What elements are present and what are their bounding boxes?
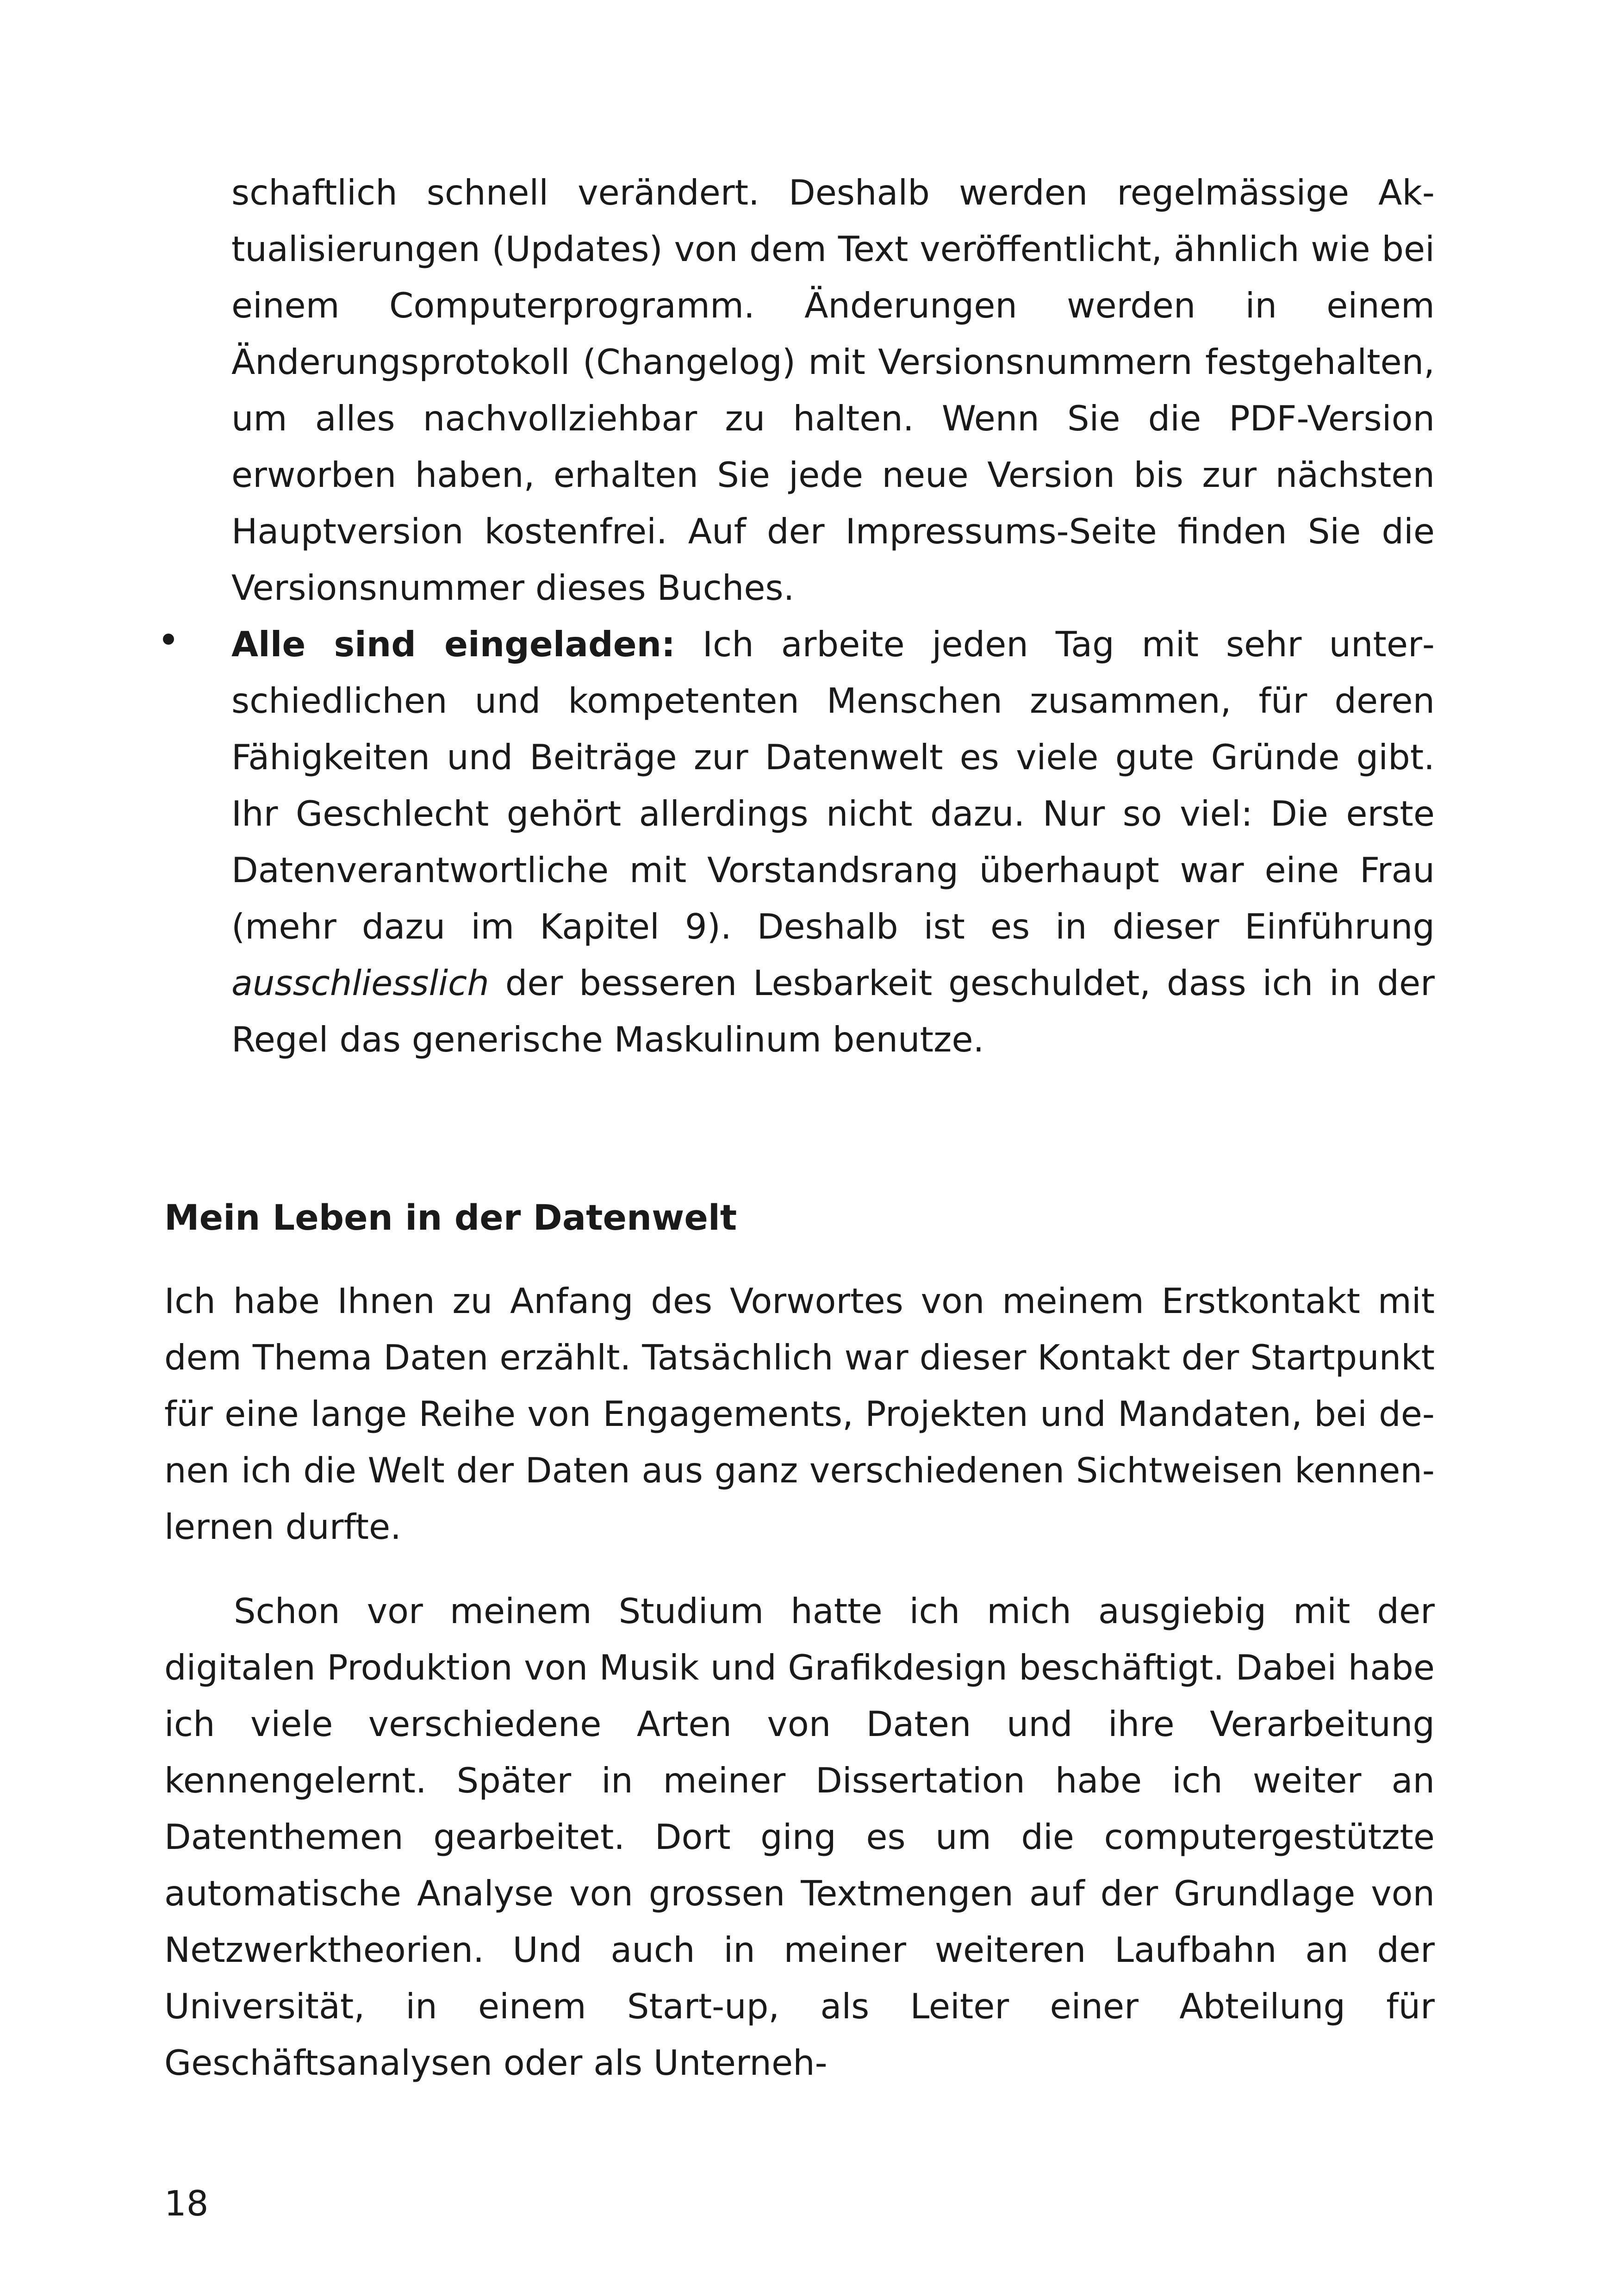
list-item-text: schaftlich schnell verändert. Deshalb werden regelmässige Aktualisierungen (Updates) von dem Text veröffentlicht, ähnlich wie bei einem Computerprogramm. Änderungen werden in einem Änderungsprotokoll (Changelog) mit Versionsnummern festgehalten, um alles nachvollziehbar zu halten. Wenn Sie die PDF-Version erworben haben, erhalten Sie jede neue Version bis zur nächsten Hauptversion kostenfrei. Auf der Impressums-Seite finden Sie die Versionsnummer dieses Buches. [231,172,1435,608]
list-item [231,616,1435,1068]
section-body [164,1273,1435,2091]
body-paragraph: Ich habe Ihnen zu Anfang des Vorwortes von meinem Erstkontakt mit dem Thema Daten erzählt. Tatsächlich war dieser Kontakt der Startpunkt für eine lange Reihe von Engagements, Projekten und Mandaten, bei denen ich die Welt der Daten aus ganz verschiedenen Sichtweisen kennenlernen durfte. [164,1281,1435,1547]
list-item-text [231,616,1435,1068]
list-item-text-part: der besseren Lesbarkeit geschuldet, dass ich in der Regel das generische Maskulinum benutze. [231,963,1435,1060]
body-paragraph: Schon vor meinem Studium hatte ich mich ausgiebig mit der digitalen Produktion von Musik und Grafikdesign beschäftigt. Dabei habe ich viele verschiedene Arten von Daten und ihre Verarbeitung kennengelernt. Später in meiner Dissertation habe ich weiter an Datenthemen gearbeitet. Dort ging es um die computergestützte automatische Analyse von grossen Textmengen auf der Grundlage von Netzwerktheorien. Und auch in meiner weiteren Laufbahn an der Universität, in einem Start-up, als Leiter einer Abteilung für Geschäftsanalysen oder als Unterneh- [164,1591,1435,2083]
list-item-text-part: Ich arbeite jeden Tag mit sehr unterschiedlichen und kompetenten Menschen zusammen, für deren Fähigkeiten und Beiträge zur Datenwelt es viele gute Gründe gibt. Ihr Geschlecht gehört allerdings nicht dazu. Nur so viel: Die erste Datenverantwortliche mit Vorstandsrang überhaupt war eine Frau (mehr dazu im Kapitel 9). Deshalb ist es in dieser Einführung [231,624,1435,947]
bullet-list [231,164,1435,1068]
bullet-icon [163,634,174,645]
list-item-label: Alle sind eingeladen: [231,624,675,665]
list-item [231,164,1435,616]
emphasis-text: ausschliesslich [231,963,489,1003]
section-heading: Mein Leben in der Datenwelt [164,1197,737,1238]
page-number: 18 [164,2183,209,2224]
